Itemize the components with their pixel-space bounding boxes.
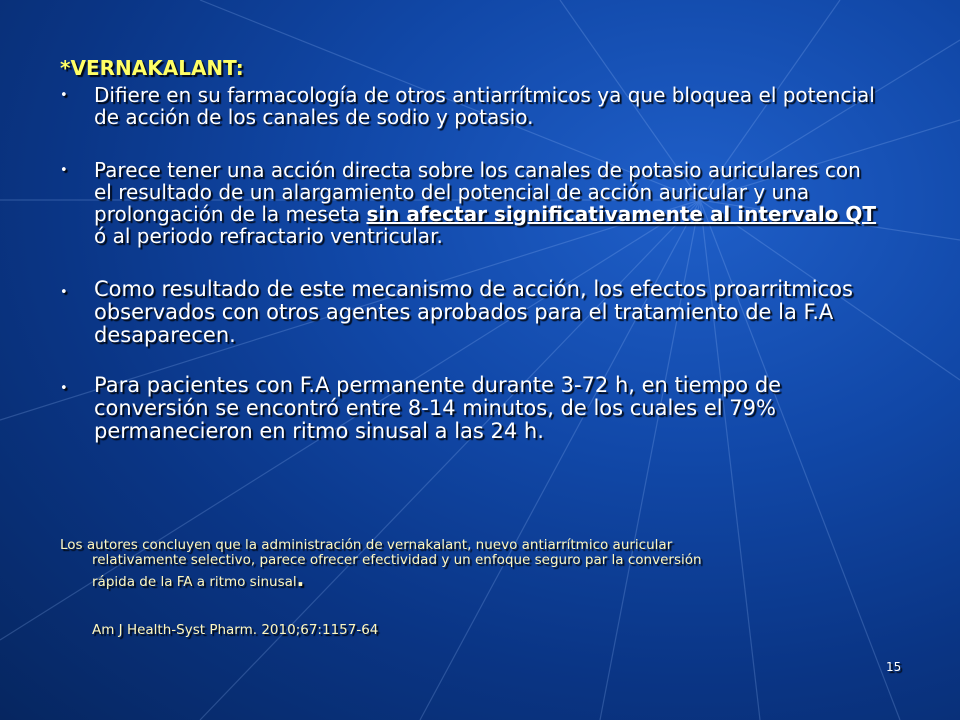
bullet-text: Parece tener una acción directa sobre los canales de potasio auriculares con el resultado de un alargamiento del potencial de acción auricular y una prolongación de la meseta	[94, 158, 861, 226]
conclusion-line: rápida de la FA a ritmo sinusal	[92, 574, 297, 590]
bullet-item-pharmacology	[60, 84, 880, 128]
bullet-item-conversion-time	[60, 374, 880, 443]
conclusion-paragraph	[60, 538, 840, 590]
bullet-item-potassium-channels	[60, 159, 880, 247]
slide-title: *VERNAKALANT:	[60, 56, 244, 80]
conclusion-period: .	[296, 567, 305, 591]
bullet-dot-icon: •	[60, 285, 68, 300]
bullet-dot-icon: •	[60, 163, 68, 178]
conclusion-line: relativamente selectivo, parece ofrecer efectividad y un enfoque seguro par la conversión	[92, 552, 702, 568]
bullet-text: Para pacientes con F.A permanente durante 3-72 h, en tiempo de conversión se encontró entre 8-14 minutos, de los cuales el 79% permanecieron en ritmo sinusal a las 24 h.	[94, 373, 782, 443]
bullet-underlined-text: sin afectar significativamente al intervalo QT	[366, 202, 877, 226]
bullet-text: ó al periodo refractario ventricular.	[94, 224, 443, 248]
bullet-dot-icon: •	[60, 88, 68, 103]
page-number: 15	[886, 660, 902, 674]
citation-reference: Am J Health-Syst Pharm. 2010;67:1157-64	[92, 622, 379, 638]
conclusion-line: Los autores concluyen que la administración de vernakalant, nuevo antiarrítmico auricular	[60, 537, 673, 553]
conclusion-line-last	[60, 567, 840, 591]
bullet-item-proarrhythmic	[60, 278, 880, 347]
bullet-text: Como resultado de este mecanismo de acción, los efectos proarritmicos observados con otros agentes aprobados para el tratamiento de la F.A desaparecen.	[94, 277, 853, 347]
bullet-list	[60, 84, 880, 470]
bullet-dot-icon: •	[60, 381, 68, 396]
bullet-text: Difiere en su farmacología de otros antiarrítmicos ya que bloquea el potencial de acción de los canales de sodio y potasio.	[94, 83, 875, 129]
